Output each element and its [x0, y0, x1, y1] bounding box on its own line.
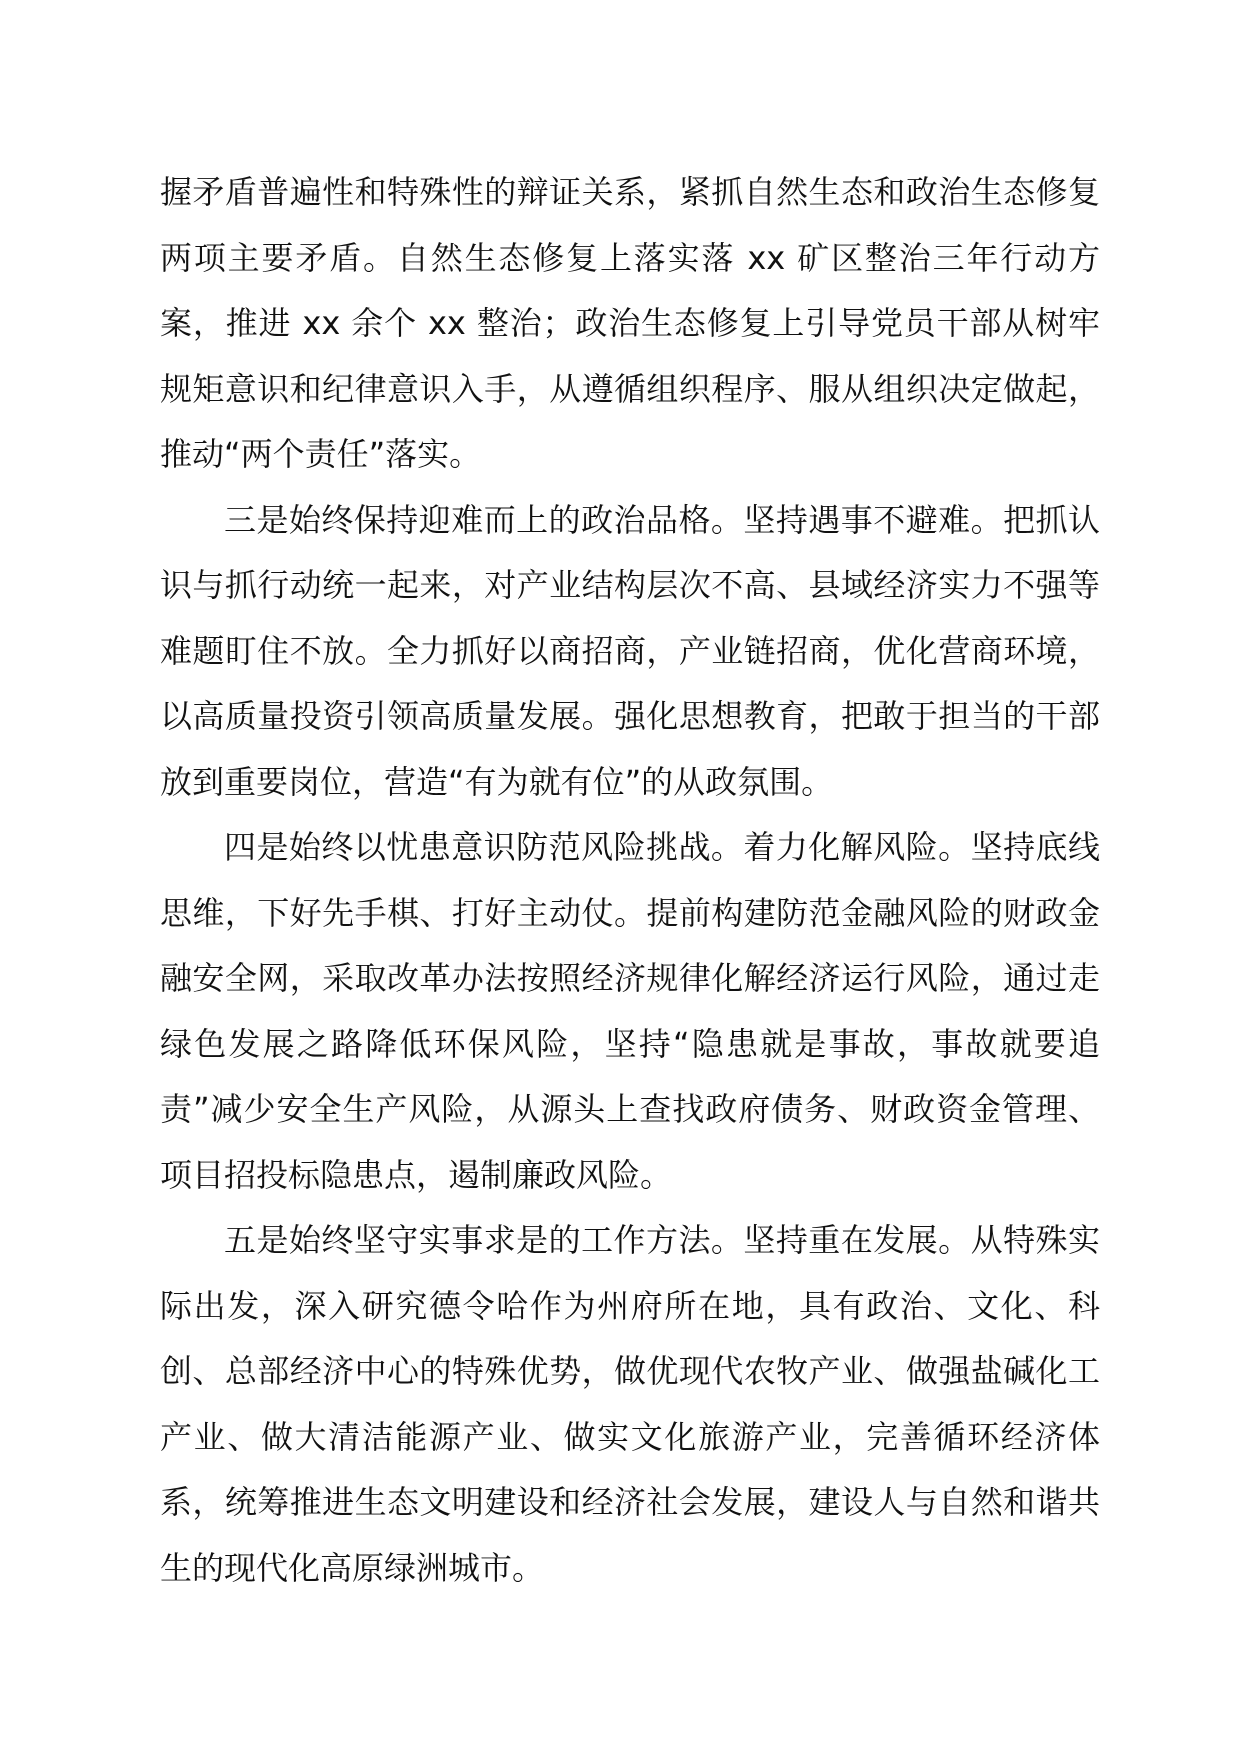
paragraph-point-four: 四是始终以忧患意识防范风险挑战。着力化解风险。坚持底线思维，下好先手棋、打好主动仗。提前构建防范金融风险的财政金融安全网，采取改革办法按照经济规律化解经济运行风险，通过走绿色发展之路降低环保风险，坚持“隐患就是事故，事故就要追责”减少安全生产风险，从源头上查找政府债务、财政资金管理、项目招投标隐患点，遏制廉政风险。: [160, 828, 1100, 1194]
paragraph-point-three: 三是始终保持迎难而上的政治品格。坚持遇事不避难。把抓认识与抓行动统一起来，对产业结构层次不高、县域经济实力不强等难题盯住不放。全力抓好以商招商，产业链招商，优化营商环境，以高质量投资引领高质量发展。强化思想教育，把敢于担当的干部放到重要岗位，营造“有为就有位”的从政氛围。: [160, 500, 1100, 801]
document-body: [160, 160, 1100, 1601]
paragraph-continuation: 握矛盾普遍性和特殊性的辩证关系，紧抓自然生态和政治生态修复两项主要矛盾。自然生态修复上落实落 xx 矿区整治三年行动方案，推进 xx 余个 xx 整治；政治生态修复上引导党员干部从树牢规矩意识和纪律意识入手，从遵循组织程序、服从组织决定做起，推动“两个责任”落实。: [160, 173, 1100, 473]
paragraph-point-five: 五是始终坚守实事求是的工作方法。坚持重在发展。从特殊实际出发，深入研究德令哈作为州府所在地，具有政治、文化、科创、总部经济中心的特殊优势，做优现代农牧产业、做强盐碱化工产业、做大清洁能源产业、做实文化旅游产业，完善循环经济体系，统筹推进生态文明建设和经济社会发展，建设人与自然和谐共生的现代化高原绿洲城市。: [160, 1221, 1100, 1587]
